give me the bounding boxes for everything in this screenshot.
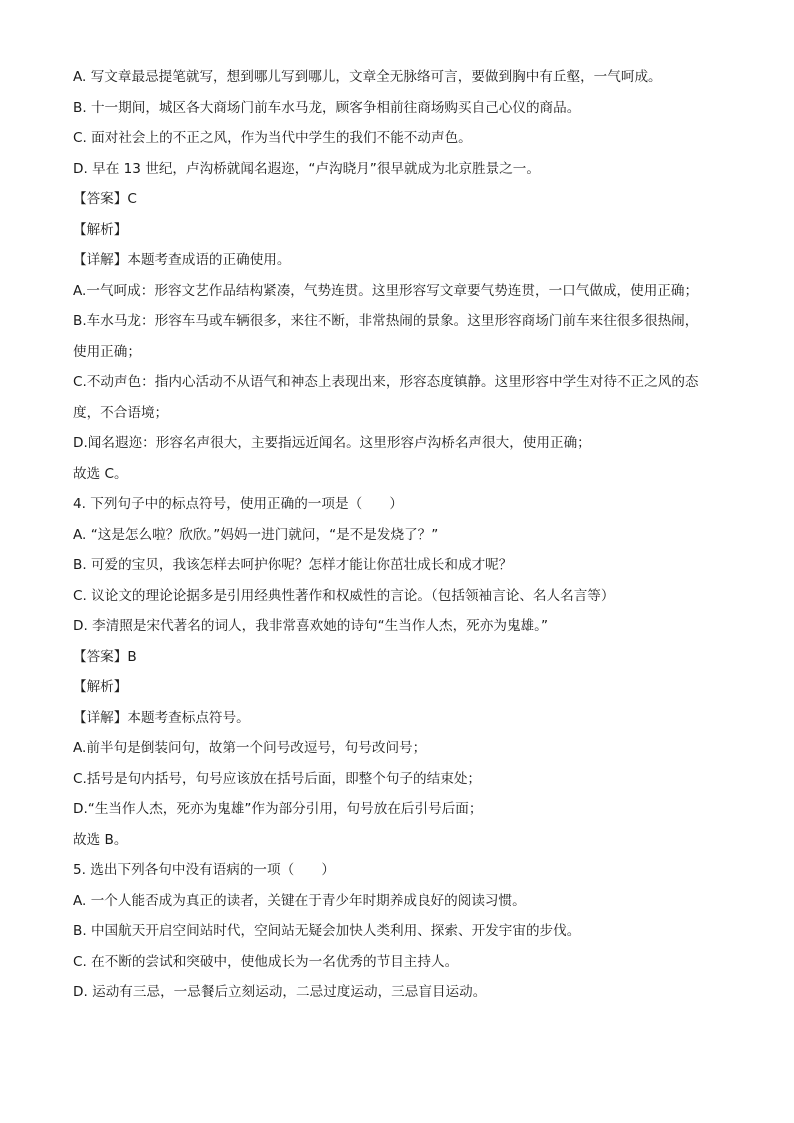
q3-detail-c-line1: C.不动声色：指内心活动不从语气和神态上表现出来，形容态度镇静。这里形容中学生对待不正之风的态 [73, 374, 699, 390]
q3-detail-intro: 【详解】本题考查成语的正确使用。 [73, 252, 291, 268]
q5-option-a: A. 一个人能否成为真正的读者，关键在于青少年时期养成良好的阅读习惯。 [73, 892, 526, 909]
q4-option-d: D. 李清照是宋代著名的词人，我非常喜欢她的诗句“生当作人杰，死亦为鬼雄。” [73, 618, 548, 634]
q3-answer: 【答案】C [73, 191, 137, 207]
q3-option-b: B. 十一期间，城区各大商场门前车水马龙，顾客争相前往商场购买自己心仪的商品。 [73, 99, 581, 116]
q3-analysis-heading: 【解析】 [73, 221, 128, 238]
document-body [73, 62, 733, 1008]
q3-option-a: A. 写文章最忌提笔就写，想到哪儿写到哪儿，文章全无脉络可言，要做到胸中有丘壑，一气呵成。 [73, 69, 662, 85]
q4-option-b: B. 可爱的宝贝，我该怎样去呵护你呢？怎样才能让你茁壮成长和成才呢？ [73, 557, 513, 573]
q3-detail-c-line2: 度，不合语境； [73, 404, 169, 421]
q5-option-d: D. 运动有三忌，一忌餐后立刻运动，二忌过度运动，三忌盲目运动。 [73, 984, 487, 1000]
q3-conclusion: 故选 C。 [73, 465, 128, 482]
q3-option-c: C. 面对社会上的不正之风，作为当代中学生的我们不能不动声色。 [73, 130, 472, 146]
q4-detail-d: D.“生当作人杰，死亦为鬼雄”作为部分引用，句号放在后引号后面； [73, 801, 483, 817]
q5-stem: 5. 选出下列各句中没有语病的一项（ ） [73, 862, 335, 878]
q3-detail-a: A.一气呵成：形容文艺作品结构紧凑，气势连贯。这里形容写文章要气势连贯，一口气做成，使用正确； [73, 282, 699, 299]
q5-option-c: C. 在不断的尝试和突破中，使他成长为一名优秀的节目主持人。 [73, 953, 459, 970]
q4-answer: 【答案】B [73, 648, 137, 665]
q4-detail-intro: 【详解】本题考查标点符号。 [73, 709, 250, 726]
q3-detail-b-line2: 使用正确； [73, 343, 141, 360]
q4-option-a: A. “这是怎么啦？欣欣。”妈妈一进门就问，“是不是发烧了？” [73, 526, 439, 543]
q4-option-c: C. 议论文的理论论据多是引用经典性著作和权威性的言论。（包括领袖言论、名人名言等） [73, 587, 615, 604]
q4-stem: 4. 下列句子中的标点符号，使用正确的一项是（ ） [73, 496, 403, 512]
q5-option-b: B. 中国航天开启空间站时代，空间站无疑会加快人类利用、探索、开发宇宙的步伐。 [73, 923, 581, 939]
q3-detail-b-line1: B.车水马龙：形容车马或车辆很多，来往不断，非常热闹的景象。这里形容商场门前车来往很多很热闹， [73, 313, 699, 329]
q3-option-d: D. 早在 13 世纪，卢沟桥就闻名遐迩，“卢沟晓月”很早就成为北京胜景之一。 [73, 160, 540, 177]
q4-analysis-heading: 【解析】 [73, 679, 128, 695]
q4-conclusion: 故选 B。 [73, 831, 128, 848]
q4-detail-c: C.括号是句内括号，句号应该放在括号后面，即整个句子的结束处； [73, 770, 482, 787]
q3-detail-d: D.闻名遐迩：形容名声很大，主要指远近闻名。这里形容卢沟桥名声很大，使用正确； [73, 435, 591, 451]
q4-detail-a: A.前半句是倒装问句，故第一个问号改逗号，句号改问号； [73, 740, 427, 756]
